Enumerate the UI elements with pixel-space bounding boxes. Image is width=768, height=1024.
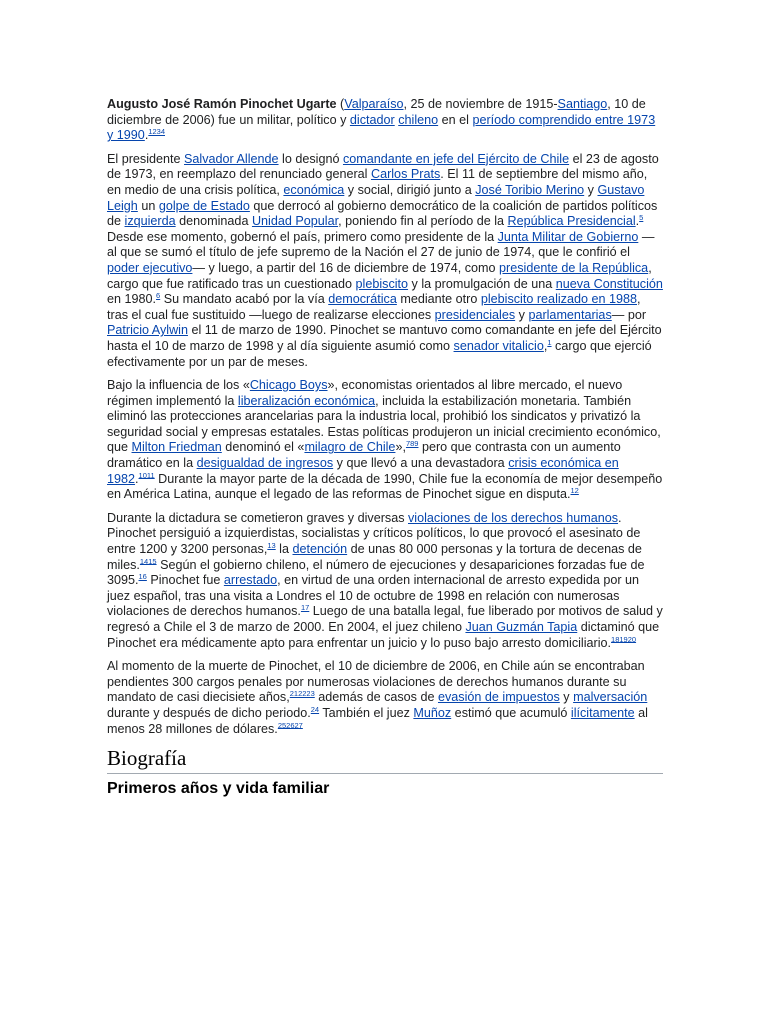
reference-link[interactable]: 1011	[138, 470, 155, 480]
text: , cargo que fue ratificado tras un cuestionado	[107, 260, 652, 291]
text: y que llevó a una devastadora	[333, 456, 509, 471]
reference	[267, 541, 275, 550]
text: el 11 de marzo de 1990. Pinochet se mantuvo como comandante en jefe del Ejército hasta el 10 de marzo de 1998 y al día siguiente asumió como	[107, 323, 662, 353]
link-izquierda[interactable]: izquierda	[124, 214, 176, 229]
link-violaciones-derechos-humanos[interactable]: violaciones de los derechos humanos	[408, 510, 619, 525]
link-milagro-de-chile[interactable]: milagro de Chile	[304, 440, 396, 455]
text: de unas 80 000 personas y la tortura de decenas de miles.	[107, 542, 642, 572]
reference	[148, 127, 165, 136]
reference	[140, 556, 157, 565]
link-comandante[interactable]: comandante en jefe del Ejército de Chile	[342, 151, 570, 166]
text: Su mandato acabó por la vía	[160, 292, 329, 307]
reference	[311, 705, 319, 714]
link-presidenciales[interactable]: presidenciales	[434, 307, 516, 322]
link-patricio-aylwin[interactable]: Patricio Aylwin	[107, 323, 188, 338]
reference-link[interactable]: 789	[405, 439, 419, 449]
text: y	[559, 690, 574, 705]
text: y social, dirigió junto a	[344, 182, 476, 197]
reference	[278, 720, 303, 729]
text: , poniendo fin al período de la	[338, 214, 508, 229]
link-parlamentarias[interactable]: parlamentarias	[528, 307, 612, 322]
text: , 25 de noviembre de 1915-	[403, 97, 558, 111]
link-nueva-constitucion[interactable]: nueva Constitución	[555, 276, 663, 291]
paragraph-intro	[107, 97, 663, 144]
link-juan-guzman-tapia[interactable]: Juan Guzmán Tapia	[465, 620, 578, 634]
link-jose-toribio-merino[interactable]: José Toribio Merino	[475, 182, 585, 197]
text: y	[515, 307, 529, 322]
link-dictador[interactable]: dictador	[349, 112, 395, 127]
link-crisis-economica-1982[interactable]: crisis económica en 1982	[107, 456, 619, 486]
text: (	[336, 97, 345, 111]
subsection-heading-primeros-anos: Primeros años y vida familiar	[107, 780, 330, 798]
text: mediante otro	[396, 292, 481, 307]
paragraph-economy	[107, 378, 663, 503]
reference	[611, 634, 636, 643]
text: El presidente	[107, 151, 185, 166]
text: Pinochet fue	[146, 573, 224, 588]
link-economica[interactable]: económica	[283, 182, 345, 197]
link-desigualdad-de-ingresos[interactable]: desigualdad de ingresos	[196, 456, 334, 471]
link-detencion[interactable]: detención	[292, 542, 348, 557]
text: Desde ese momento, gobernó el país, primero como presidente de la	[107, 229, 498, 244]
text: durante y después de dicho periodo.	[107, 705, 311, 720]
text: que derrocó al gobierno democrático de la coalición de partidos políticos de	[107, 198, 658, 229]
text: y	[584, 182, 598, 197]
reference	[139, 572, 147, 581]
article-subject-name: Augusto José Ramón Pinochet Ugarte	[107, 97, 337, 111]
reference-link[interactable]: 24	[310, 704, 320, 714]
text: en el	[438, 112, 473, 127]
text: denominada	[175, 214, 252, 229]
link-milton-friedman[interactable]: Milton Friedman	[131, 440, 222, 455]
text: en 1980.	[107, 292, 157, 307]
text: al menos 28 millones de dólares.	[107, 705, 648, 736]
text: lo designó	[278, 151, 343, 166]
reference-link[interactable]: 16	[138, 572, 147, 582]
text: y la promulgación de una	[408, 276, 556, 291]
text: , en virtud de una orden internacional de arresto expedida por un juez español, tras una visita a Londres el 10 de octubre de 1998 en relación con numerosas violaciones de derechos humanos.	[107, 573, 640, 619]
reference-link[interactable]: 252627	[277, 720, 303, 730]
text: pero que contrasta con un aumento dramático en la	[107, 440, 621, 471]
text: .	[144, 128, 149, 143]
link-republica-presidencial[interactable]: República Presidencial	[507, 214, 636, 229]
text: », economistas orientados al libre mercado, el nuevo régimen implementó la	[107, 378, 623, 408]
text: denominó el «	[221, 440, 305, 455]
text: — por	[611, 307, 647, 322]
text: ,	[543, 338, 548, 353]
paragraph-death	[107, 659, 663, 737]
reference	[406, 439, 419, 448]
link-democratica[interactable]: democrática	[328, 292, 397, 307]
link-valparaiso[interactable]: Valparaíso	[344, 97, 404, 111]
text: — y luego, a partir del 16 de diciembre de 1974, como	[192, 260, 500, 275]
link-salvador-allende[interactable]: Salvador Allende	[184, 151, 279, 166]
link-periodo[interactable]: período comprendido entre 1973 y 1990	[107, 112, 656, 143]
reference-link[interactable]: 6	[156, 290, 161, 300]
text: un	[137, 198, 159, 213]
link-senador-vitalicio[interactable]: senador vitalicio	[453, 338, 544, 353]
text: estimó que acumuló	[451, 705, 571, 720]
link-golpe-de-estado[interactable]: golpe de Estado	[158, 198, 250, 213]
reference-link[interactable]: 5	[639, 212, 644, 222]
text: —al que se sumó el título de jefe supremo de la Nación el 27 de junio de 1974, que le confirió el	[107, 229, 655, 260]
link-evasion-de-impuestos[interactable]: evasión de impuestos	[437, 690, 560, 705]
link-chicago-boys[interactable]: Chicago Boys	[249, 378, 328, 393]
text: dictaminó que Pinochet era médicamente apto para enfrentar un juicio y lo puso bajo arresto domiciliario.	[107, 620, 660, 650]
text: Según el gobierno chileno, el número de ejecuciones y desapariciones forzadas fue de 3095.	[107, 557, 645, 588]
reference	[639, 213, 643, 222]
paragraph-human-rights	[107, 511, 663, 651]
text: .	[635, 214, 640, 229]
reference-link[interactable]: 181920	[611, 634, 637, 644]
reference-link[interactable]: 1234	[148, 127, 165, 136]
text: el 23 de agosto de 1973, en reemplazo del renunciado general	[107, 151, 659, 182]
text: Luego de una batalla legal, fue liberado por motivos de salud y regresó a Chile el 3 de marzo de 2000. En 2004, el juez chileno	[107, 604, 663, 634]
reference-link[interactable]: 17	[300, 603, 310, 613]
text: También el juez	[319, 705, 414, 720]
reference-link[interactable]: 212223	[289, 689, 315, 699]
section-heading-biografia: Biografía	[107, 745, 663, 774]
text: Durante la dictadura se cometieron graves y diversas	[107, 510, 408, 525]
text: »,	[395, 440, 406, 455]
link-gustavo-leigh[interactable]: Gustavo Leigh	[107, 182, 645, 213]
text: . Pinochet persiguió a izquierdistas, socialistas y críticos políticos, lo que provocó el asesinato de entre 1200 y 3200 personas,	[107, 510, 641, 557]
link-presidente-republica[interactable]: presidente de la República	[499, 260, 649, 275]
text: , incluida la estabilización monetaria. También eliminó las protecciones arancelarias para la industria local, prohibió los sindicatos y privatizó la seguridad social y empresas estatales. Estas políticas produjeron un inicial crecimiento económico, que	[107, 393, 661, 455]
link-arrestado[interactable]: arrestado	[223, 573, 278, 588]
link-plebiscito-1988[interactable]: plebiscito realizado en 1988	[480, 292, 637, 307]
reference	[570, 486, 578, 495]
link-junta-militar[interactable]: Junta Militar de Gobierno	[497, 229, 639, 244]
article-body	[107, 97, 663, 799]
link-carlos-prats[interactable]: Carlos Prats	[370, 167, 441, 182]
reference-link[interactable]: 1	[547, 337, 552, 347]
text: .	[135, 471, 139, 486]
text: Al momento de la muerte de Pinochet, el 10 de diciembre de 2006, en Chile aún se encontraban pendientes 300 cargos penales por numerosas violaciones de derechos humanos durante su mandato de casi diecisiete años,	[107, 659, 645, 705]
text: además de casos de	[314, 690, 438, 705]
link-munoz[interactable]: Muñoz	[413, 705, 452, 720]
reference-link[interactable]: 13	[267, 540, 276, 550]
reference-link[interactable]: 1415	[139, 556, 157, 566]
link-unidad-popular[interactable]: Unidad Popular	[251, 214, 339, 229]
reference	[290, 689, 315, 698]
paragraph-career	[107, 152, 663, 370]
link-santiago[interactable]: Santiago	[557, 97, 608, 111]
link-liberalizacion-economica[interactable]: liberalización económica	[237, 393, 376, 408]
text: . El 11 de septiembre del mismo año, en medio de una crisis política,	[107, 167, 648, 197]
text: , tras el cual fue sustituido —luego de realizarse elecciones	[107, 292, 641, 322]
reference	[139, 470, 155, 479]
link-plebiscito[interactable]: plebiscito	[355, 276, 409, 291]
text: cargo que ejerció efectivamente por un par de meses.	[107, 338, 652, 369]
text: la	[275, 542, 293, 557]
text: Bajo la influencia de los «	[107, 378, 250, 393]
text: , 10 de diciembre de 2006) fue un militar, político y	[107, 97, 646, 127]
reference-link[interactable]: 12	[570, 486, 579, 496]
link-ilicitamente[interactable]: ilícitamente	[570, 705, 635, 720]
link-chileno[interactable]: chileno	[398, 112, 439, 127]
link-poder-ejecutivo[interactable]: poder ejecutivo	[107, 260, 193, 275]
text: Durante la mayor parte de la década de 1990, Chile fue la economía de mejor desempeño en América Latina, aunque el legado de las reformas de Pinochet sigue en disputa.	[107, 471, 663, 502]
link-malversacion[interactable]: malversación	[573, 690, 648, 705]
